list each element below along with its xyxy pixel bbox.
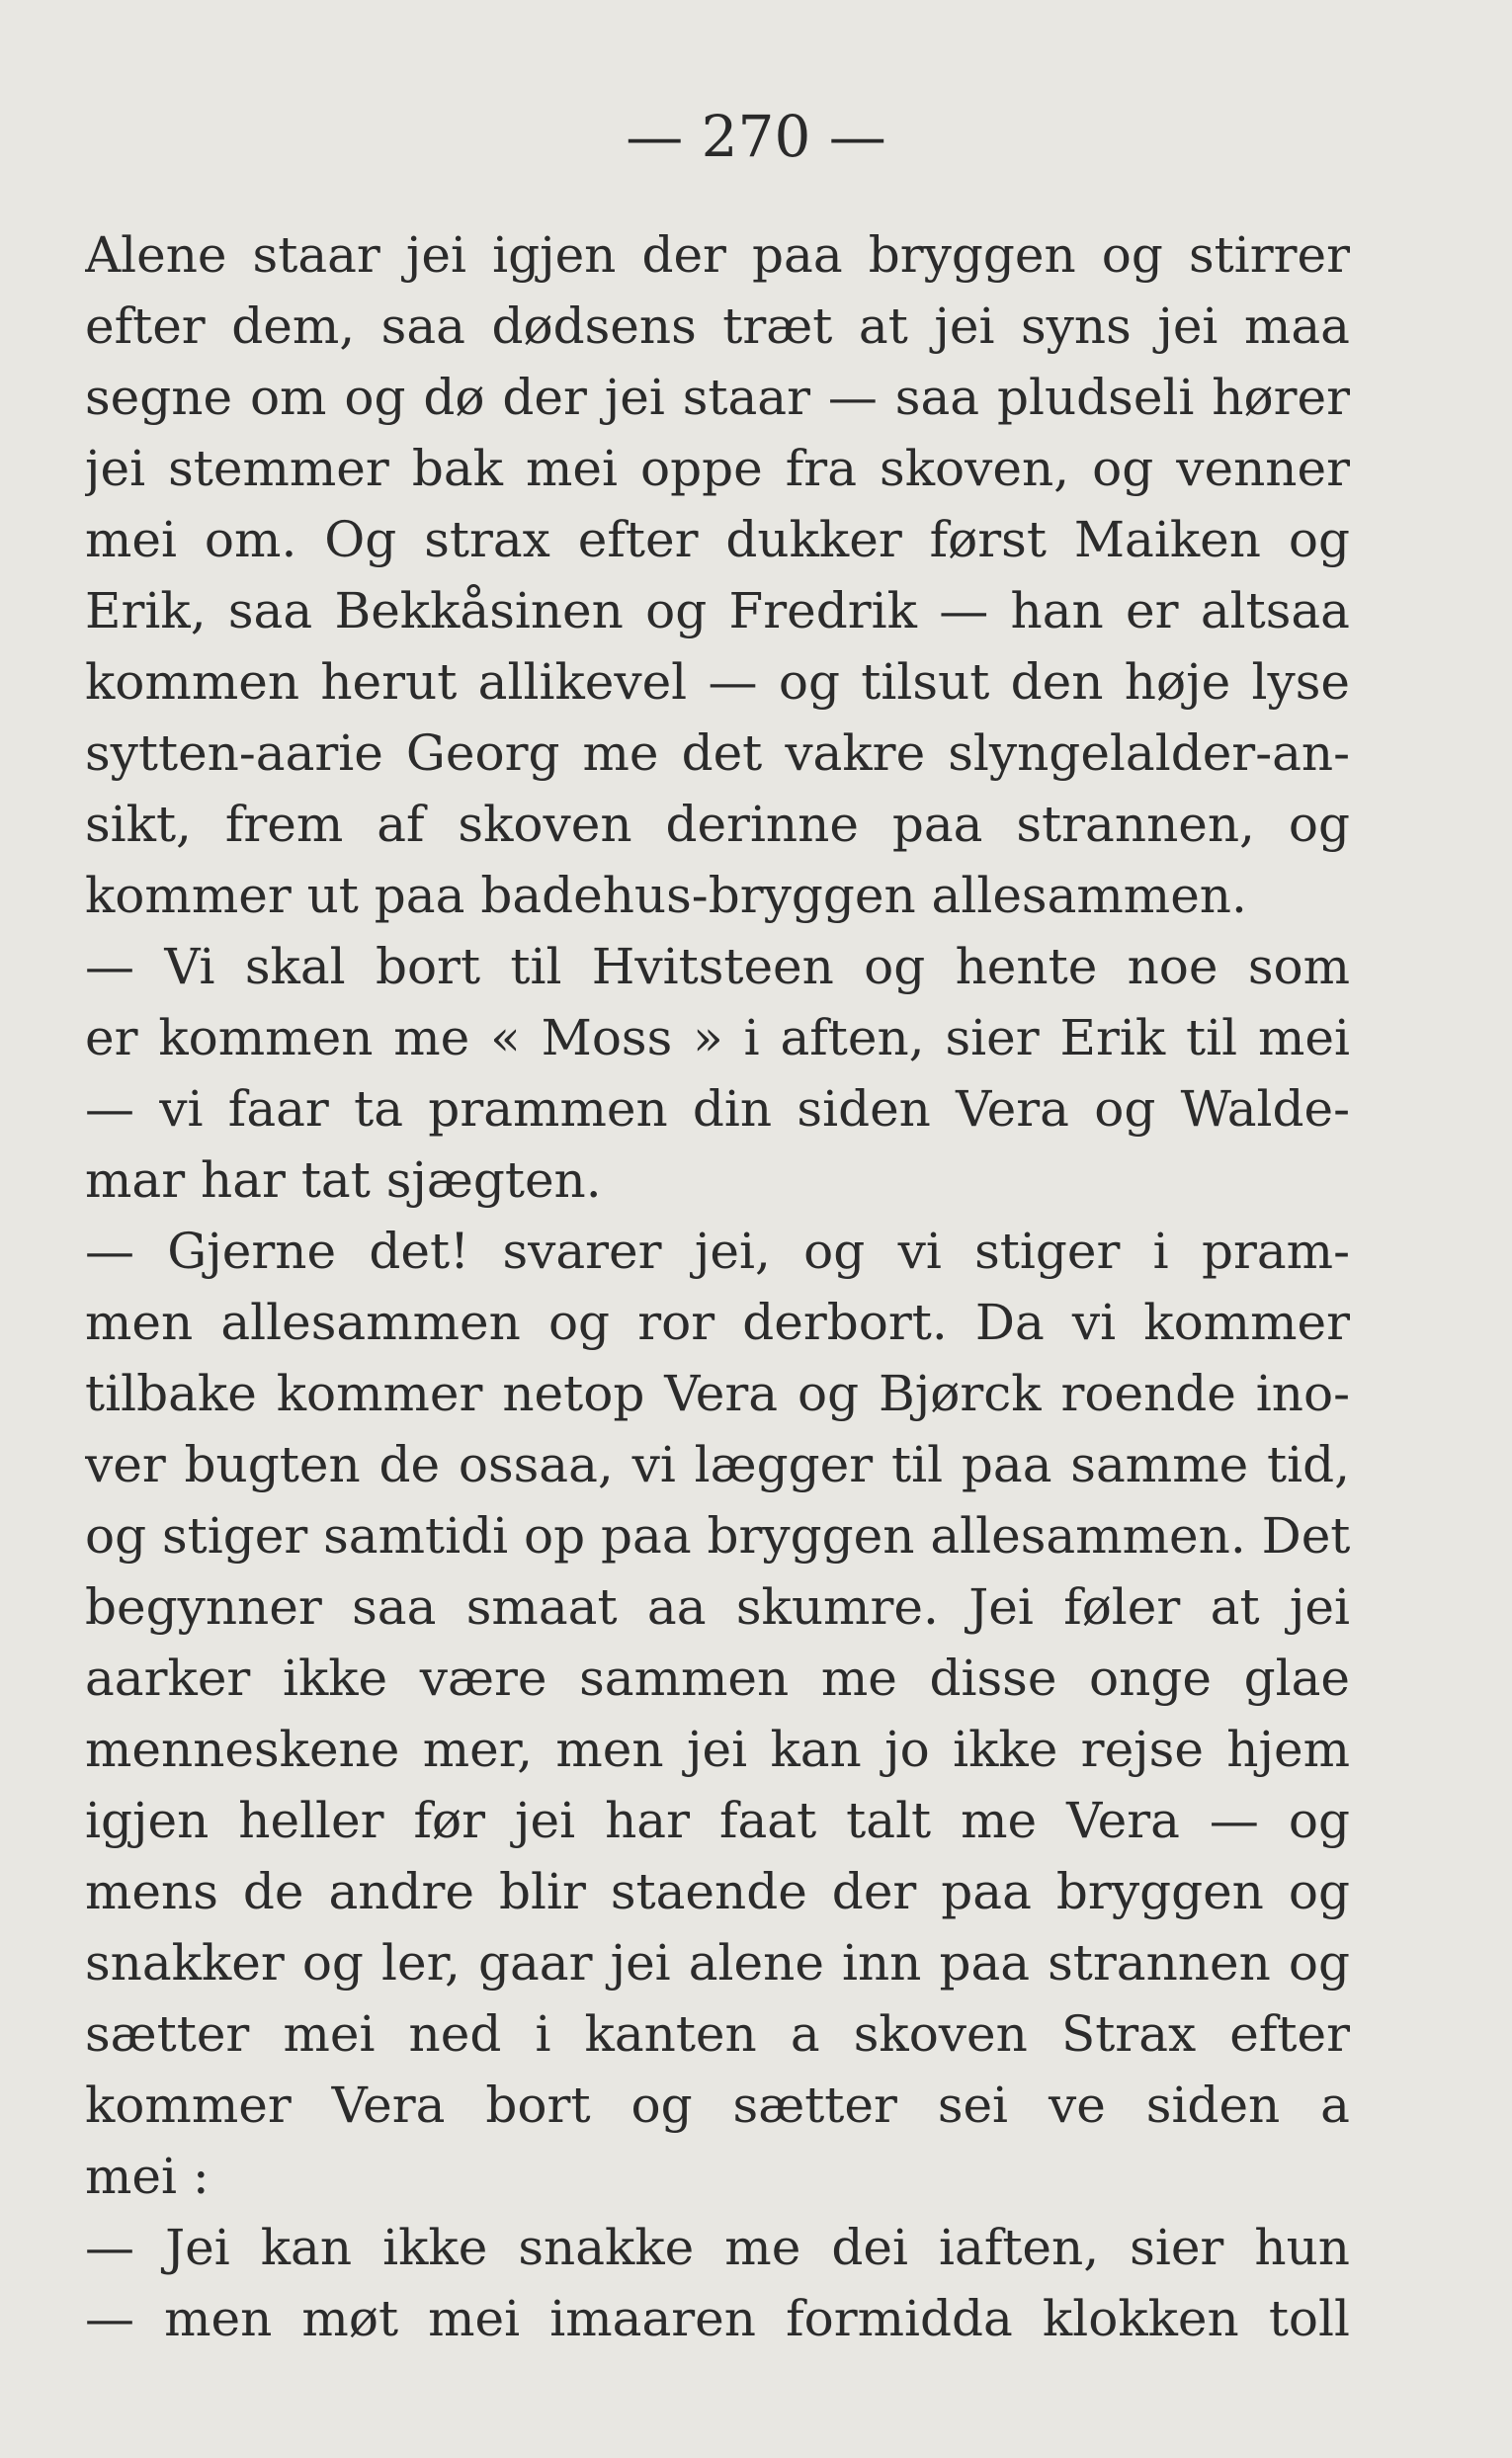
text-line: mei : <box>85 2148 210 2205</box>
page-number: — 270 — <box>626 103 886 170</box>
text-line: mei om. Og strax efter dukker først Maiken og <box>85 511 1350 568</box>
text-line: ver bugten de ossaa, vi lægger til paa samme tid, <box>85 1436 1350 1493</box>
text-line: — Vi skal bort til Hvitsteen og hente noe som <box>85 938 1350 995</box>
text-line: snakker og ler, gaar jei alene inn paa strannen og <box>85 1934 1350 1992</box>
text-line: — vi faar ta prammen din siden Vera og Walde- <box>85 1080 1350 1138</box>
text-line: Alene staar jei igjen der paa bryggen og stirrer <box>85 226 1350 284</box>
text-line: tilbake kommer netop Vera og Bjørck roende ino- <box>85 1365 1350 1422</box>
text-line: jei stemmer bak mei oppe fra skoven, og venner <box>85 440 1350 497</box>
body-text <box>85 219 1350 2354</box>
text-line: er kommen me « Moss » i aften, sier Erik til mei <box>85 1009 1350 1066</box>
text-line: mar har tat sjægten. <box>85 1151 602 1209</box>
text-line: kommer ut paa badehus-bryggen allesammen. <box>85 867 1247 924</box>
text-line: sikt, frem af skoven derinne paa strannen, og <box>85 796 1350 853</box>
text-line: — Gjerne det! svarer jei, og vi stiger i pram- <box>85 1223 1350 1280</box>
text-line: sytten-aarie Georg me det vakre slyngelalder-an- <box>85 724 1350 782</box>
text-line: menneskene mer, men jei kan jo ikke rejse hjem <box>85 1721 1350 1778</box>
text-line: men allesammen og ror derbort. Da vi kommer <box>85 1294 1350 1351</box>
text-line: og stiger samtidi op paa bryggen allesammen. Det <box>85 1507 1350 1565</box>
text-line: — Jei kan ikke snakke me dei iaften, sier hun <box>85 2219 1350 2276</box>
text-line: kommen herut allikevel — og tilsut den høje lyse <box>85 653 1350 711</box>
text-line: efter dem, saa dødsens træt at jei syns jei maa <box>85 297 1350 355</box>
text-line: sætter mei ned i kanten a skoven Strax efter <box>85 2005 1350 2063</box>
text-line: mens de andre blir staende der paa bryggen og <box>85 1863 1350 1920</box>
text-line: begynner saa smaat aa skumre. Jei føler at jei <box>85 1578 1350 1636</box>
text-line: — men møt mei imaaren formidda klokken toll <box>85 2290 1350 2347</box>
text-line: aarker ikke være sammen me disse onge glae <box>85 1650 1350 1707</box>
text-line: Erik, saa Bekkåsinen og Fredrik — han er altsaa <box>85 582 1350 639</box>
text-line: kommer Vera bort og sætter sei ve siden a <box>85 2077 1350 2134</box>
text-line: segne om og dø der jei staar — saa pludseli hører <box>85 369 1350 426</box>
text-line: igjen heller før jei har faat talt me Vera — og <box>85 1792 1350 1849</box>
